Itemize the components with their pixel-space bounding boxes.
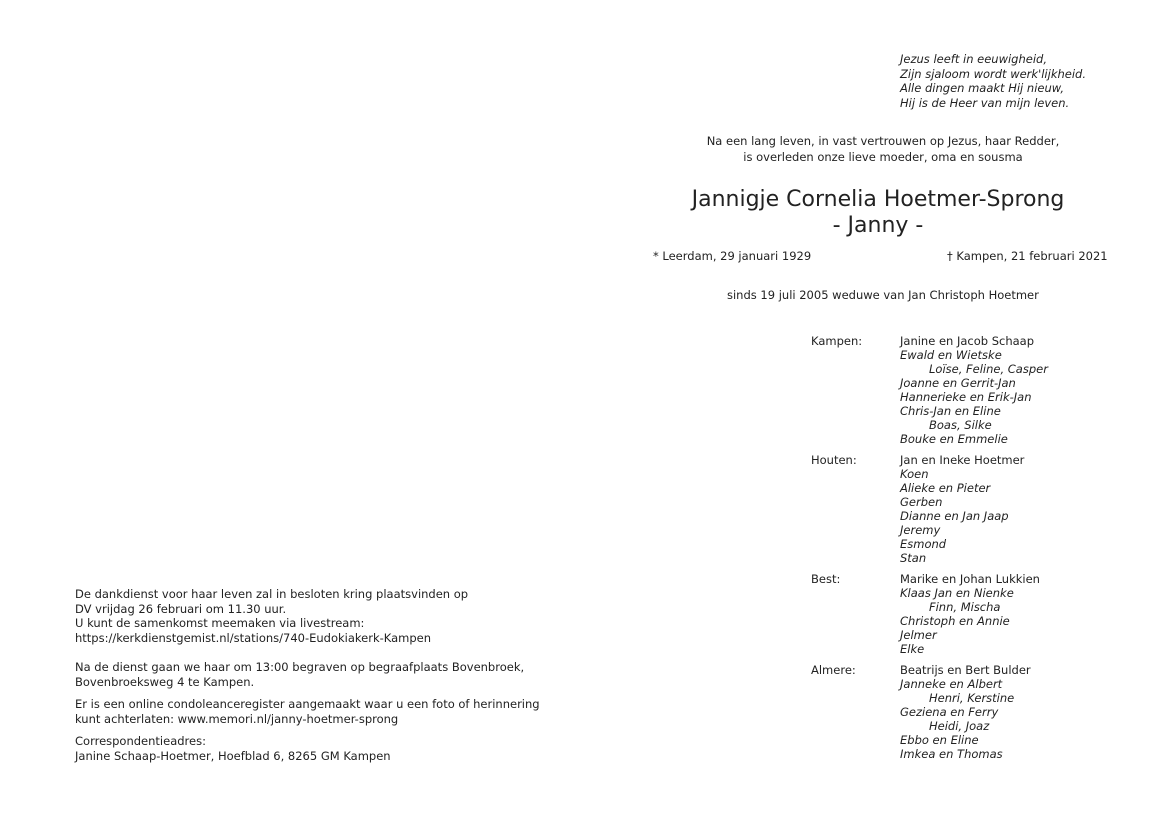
family-member-line: Loïse, Feline, Casper [929, 362, 1048, 376]
correspondence-paragraph [75, 734, 540, 763]
family-member-line: Dianne en Jan Jaap [900, 509, 1009, 523]
birth-date: * Leerdam, 29 januari 1929 [653, 249, 812, 263]
family-member-line: Jan en Ineke Hoetmer [900, 453, 1025, 467]
service-info [75, 587, 540, 771]
condolence-line: Er is een online condoleanceregister aangemaakt waar u een foto of herinnering [75, 697, 540, 711]
family-member-line: Chris-Jan en Eline [900, 404, 1001, 418]
announcement-intro [658, 133, 1108, 165]
family-members [900, 334, 1048, 446]
family-member-line: Jelmer [900, 628, 937, 642]
family-members [900, 663, 1048, 761]
family-list [811, 334, 1048, 768]
family-member-line: Esmond [900, 537, 947, 551]
family-member-line: Alieke en Pieter [900, 481, 991, 495]
intro-line: is overleden onze lieve moeder, oma en sousma [743, 150, 1023, 164]
poem-line: Hij is de Heer van mijn leven. [900, 95, 1070, 110]
poem-line: Zijn sjaloom wordt werk'lijkheid. [900, 66, 1086, 81]
correspondence-label: Correspondentieadres: [75, 734, 206, 748]
family-member-line: Beatrijs en Bert Bulder [900, 663, 1031, 677]
condolence-paragraph [75, 697, 540, 726]
deceased-nickname: - Janny - [832, 213, 924, 238]
burial-line: Na de dienst gaan we haar om 13:00 begraven op begraafplaats Bovenbroek, [75, 660, 525, 674]
family-member-line: Ebbo en Eline [900, 733, 979, 747]
intro-line: Na een lang leven, in vast vertrouwen op Jezus, haar Redder, [706, 134, 1060, 148]
family-place: Best: [811, 572, 841, 586]
family-member-line: Ewald en Wietske [900, 348, 1002, 362]
family-member-line: Christoph en Annie [900, 614, 1010, 628]
service-line: DV vrijdag 26 februari om 11.30 uur. [75, 601, 287, 616]
family-group [811, 453, 1048, 565]
livestream-link[interactable]: https://kerkdienstgemist.nl/stations/740-Eudokiakerk-Kampen [75, 630, 432, 645]
poem-line: Jezus leeft in eeuwigheid, [900, 52, 1047, 66]
poem-line: Alle dingen maakt Hij nieuw, [900, 81, 1065, 95]
family-place: Almere: [811, 663, 856, 677]
family-member-line: Klaas Jan en Nienke [900, 586, 1014, 600]
poem [900, 52, 1086, 110]
family-member-line: Elke [900, 642, 925, 656]
family-group [811, 334, 1048, 446]
family-place: Houten: [811, 453, 857, 467]
family-member-line: Imkea en Thomas [900, 747, 1003, 761]
death-date: † Kampen, 21 februari 2021 [947, 249, 1108, 263]
deceased-name: Jannigje Cornelia Hoetmer-Sprong [691, 187, 1065, 212]
family-member-line: Gerben [900, 495, 943, 509]
family-place: Kampen: [811, 334, 863, 348]
family-member-line: Hannerieke en Erik-Jan [900, 390, 1032, 404]
family-member-line: Bouke en Emmelie [900, 432, 1008, 446]
family-member-line: Henri, Kerstine [929, 691, 1015, 705]
family-group [811, 572, 1048, 656]
family-member-line: Boas, Silke [929, 418, 992, 432]
family-member-line: Heidi, Joaz [929, 719, 990, 733]
correspondence-address: Janine Schaap-Hoetmer, Hoefblad 6, 8265 GM Kampen [75, 748, 391, 763]
service-line: De dankdienst voor haar leven zal in besloten kring plaatsvinden op [75, 587, 469, 601]
burial-paragraph [75, 660, 540, 689]
family-member-line: Jeremy [900, 523, 941, 537]
condolence-link[interactable]: kunt achterlaten: www.memori.nl/janny-hoetmer-sprong [75, 711, 399, 726]
family-group [811, 663, 1048, 761]
widow-line: sinds 19 juli 2005 weduwe van Jan Christoph Hoetmer [727, 288, 1039, 302]
service-paragraph [75, 587, 540, 645]
family-member-line: Koen [900, 467, 929, 481]
service-line: U kunt de samenkomst meemaken via livestream: [75, 616, 365, 630]
family-member-line: Joanne en Gerrit-Jan [900, 376, 1016, 390]
family-member-line: Marike en Johan Lukkien [900, 572, 1040, 586]
family-member-line: Stan [900, 551, 927, 565]
family-member-line: Janneke en Albert [900, 677, 1003, 691]
burial-line: Bovenbroeksweg 4 te Kampen. [75, 674, 255, 689]
family-member-line: Geziena en Ferry [900, 705, 999, 719]
deceased-name-block [628, 187, 1128, 239]
family-member-line: Finn, Mischa [929, 600, 1001, 614]
family-member-line: Janine en Jacob Schaap [900, 334, 1035, 348]
family-members [900, 572, 1048, 656]
family-members [900, 453, 1048, 565]
